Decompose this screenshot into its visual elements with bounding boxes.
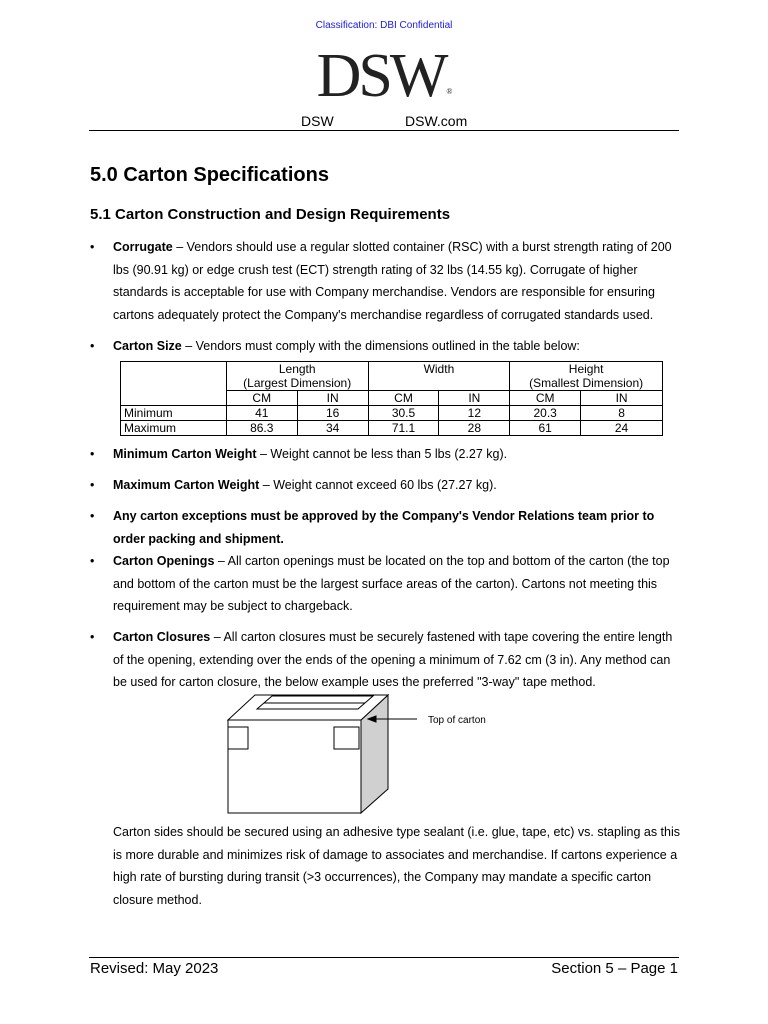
bullet-exceptions: [90, 505, 680, 550]
footer-page: Section 5 – Page 1: [551, 960, 678, 977]
table-corner-cell: [121, 362, 227, 391]
bullet-corrugate: [90, 236, 680, 326]
table-corner-cell: [121, 391, 227, 406]
bullet-label: Maximum Carton Weight: [113, 478, 260, 492]
bullet-label: Carton Closures: [113, 630, 211, 644]
table-cell: 71.1: [368, 421, 439, 436]
bullet-text: – All carton openings must be located on the top and bottom of the carton (the top and bottom of the carton must be the largest surface areas of the carton). Cartons not meeting this requirement may be subject to chargeback.: [113, 554, 670, 613]
bullet-text: – Weight cannot be less than 5 lbs (2.27 kg).: [256, 447, 508, 461]
subsection-title: 5.1 Carton Construction and Design Requirements: [90, 206, 451, 223]
row-label: Minimum: [121, 406, 227, 421]
bullet-dot: •: [90, 554, 95, 568]
brand-name: DSW: [301, 113, 334, 129]
table-row: [121, 406, 663, 421]
bullet-label: Minimum Carton Weight: [113, 447, 257, 461]
classification-label: Classification: DBI Confidential: [315, 20, 453, 31]
unit-cell: CM: [368, 391, 439, 406]
bullet-label: Corrugate: [113, 240, 173, 254]
bullet-carton-size: [90, 335, 680, 358]
table-unit-row: [121, 391, 663, 406]
bullet-text: – Vendors should use a regular slotted container (RSC) with a burst strength rating of 200 lbs (90.91 kg) or edge crush test (ECT) strength rating of 32 lbs (14.55 kg). Corrugate of higher standards is acceptable for use with Company merchandise. Vendors are responsible for ensuring cartons adequately protect the Company's merchandise regardless of corrugated standards used.: [113, 240, 672, 322]
table-cell: 86.3: [226, 421, 297, 436]
bullet-dot: •: [90, 447, 95, 461]
brand-site: DSW.com: [405, 113, 468, 129]
bullet-min-weight: [90, 443, 680, 466]
registered-mark: ®: [446, 87, 453, 96]
tape-tab-left: [228, 727, 248, 749]
bullet-closures: [90, 626, 680, 694]
length-header: Length (Largest Dimension): [226, 362, 368, 391]
bullet-dot: •: [90, 630, 95, 644]
table-cell: 28: [439, 421, 510, 436]
callout-label: Top of carton: [428, 715, 486, 726]
closing-paragraph: Carton sides should be secured using an adhesive type sealant (i.e. glue, tape, etc) vs. stapling as this is more durable and minimizes risk of damage to associates and merchandise. If cartons experience a high rate of bursting during transit (>3 occurrences), the Company may mandate a specific carton closure method.: [113, 825, 680, 907]
unit-cell: IN: [297, 391, 368, 406]
bullet-openings: [90, 550, 680, 618]
section-title: 5.0 Carton Specifications: [90, 164, 329, 186]
bullet-max-weight: [90, 474, 680, 497]
table-header-row: [121, 362, 663, 391]
unit-cell: IN: [439, 391, 510, 406]
dimension-table: [120, 361, 663, 436]
logo-text: DSW: [316, 42, 446, 110]
table-cell: 8: [581, 406, 663, 421]
unit-cell: CM: [226, 391, 297, 406]
header-rule: [89, 130, 679, 131]
tape-tab-right: [334, 727, 359, 749]
bullet-label: Carton Size: [113, 339, 182, 353]
bullet-text: – Vendors must comply with the dimensions outlined in the table below:: [181, 339, 580, 353]
bullet-text: – All carton closures must be securely fastened with tape covering the entire length of the opening, extending over the ends of the opening a minimum of 7.62 cm (3 in). Any method can be used for carton closure, the below example uses the preferred "3-way" tape method.: [113, 630, 673, 689]
bullet-text: Any carton exceptions must be approved by the Company's Vendor Relations team prior to order packing and shipment.: [113, 509, 655, 546]
table-cell: 30.5: [368, 406, 439, 421]
table-cell: 24: [581, 421, 663, 436]
table-cell: 12: [439, 406, 510, 421]
bullet-label: Carton Openings: [113, 554, 215, 568]
height-header: Height (Smallest Dimension): [510, 362, 663, 391]
bullet-dot: •: [90, 240, 95, 254]
table-cell: 61: [510, 421, 581, 436]
bullet-dot: •: [90, 339, 95, 353]
bullet-dot: •: [90, 478, 95, 492]
table-cell: 41: [226, 406, 297, 421]
bullet-dot: •: [90, 509, 95, 523]
table-cell: 34: [297, 421, 368, 436]
footer-revised: Revised: May 2023: [90, 960, 219, 977]
unit-cell: CM: [510, 391, 581, 406]
table-row: [121, 421, 663, 436]
table-cell: 16: [297, 406, 368, 421]
dsw-logo: [0, 44, 768, 126]
row-label: Maximum: [121, 421, 227, 436]
unit-cell: IN: [581, 391, 663, 406]
bullet-text: – Weight cannot exceed 60 lbs (27.27 kg).: [259, 478, 497, 492]
width-header: Width: [368, 362, 510, 391]
table-cell: 20.3: [510, 406, 581, 421]
footer-rule: [89, 957, 679, 958]
carton-diagram: [220, 692, 520, 817]
